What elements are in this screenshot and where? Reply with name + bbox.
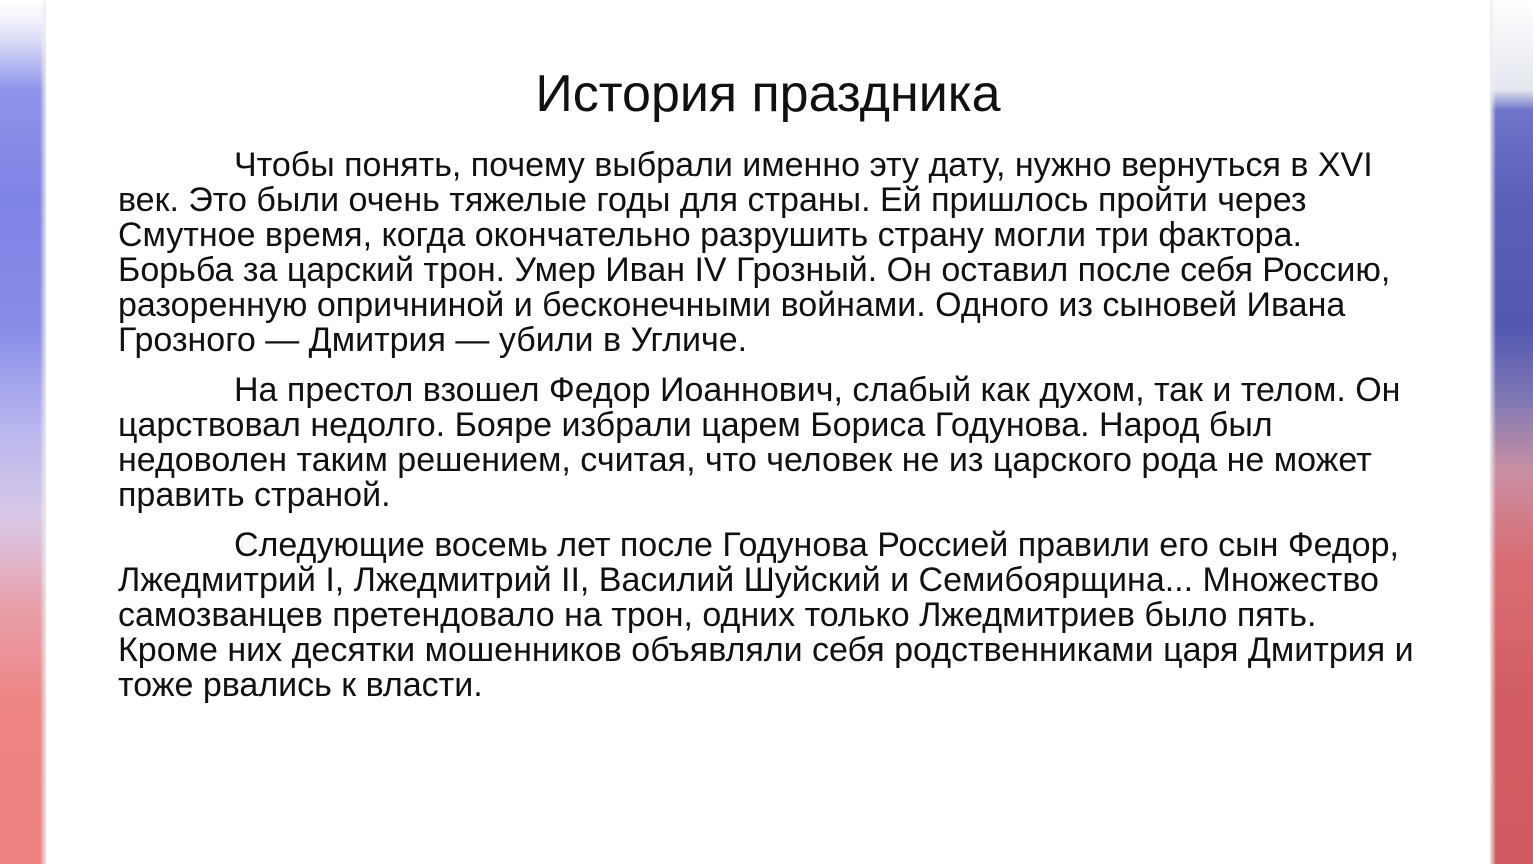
right-decorative-band (1490, 0, 1533, 864)
slide-title: История праздника (535, 65, 1001, 123)
paragraph-3: Следующие восемь лет после Годунова Россией правили его сын Федор, Лжедмитрий I, Лжедмитрий II, Василий Шуйский и Семибоярщина... Множество самозванцев претендовало на трон, одних только Лжедмитриев было пять. Кроме них десятки мошенников объявляли себя родственниками царя Дмитрия и тоже рвались к власти. (118, 526, 1414, 704)
paragraph-1: Чтобы понять, почему выбрали именно эту дату, нужно вернуться в XVI век. Это были очень тяжелые годы для страны. Ей пришлось пройти через Смутное время, когда окончательно разрушить страну могли три фактора. Борьба за царский трон. Умер Иван IV Грозный. Он оставил после себя Россию, разоренную опричниной и бесконечными войнами. Одного из сыновей Ивана Грозного — Дмитрия — убили в Угличе. (118, 146, 1391, 359)
slide-body (118, 148, 1418, 718)
slide (46, 0, 1490, 864)
paragraph-2: На престол взошел Федор Иоаннович, слабый как духом, так и телом. Он царствовал недолго. Бояре избрали царем Бориса Годунова. Народ был недоволен таким решением, считая, что человек не из царского рода не может править страной. (118, 371, 1401, 514)
right-band-edge (1490, 0, 1496, 864)
